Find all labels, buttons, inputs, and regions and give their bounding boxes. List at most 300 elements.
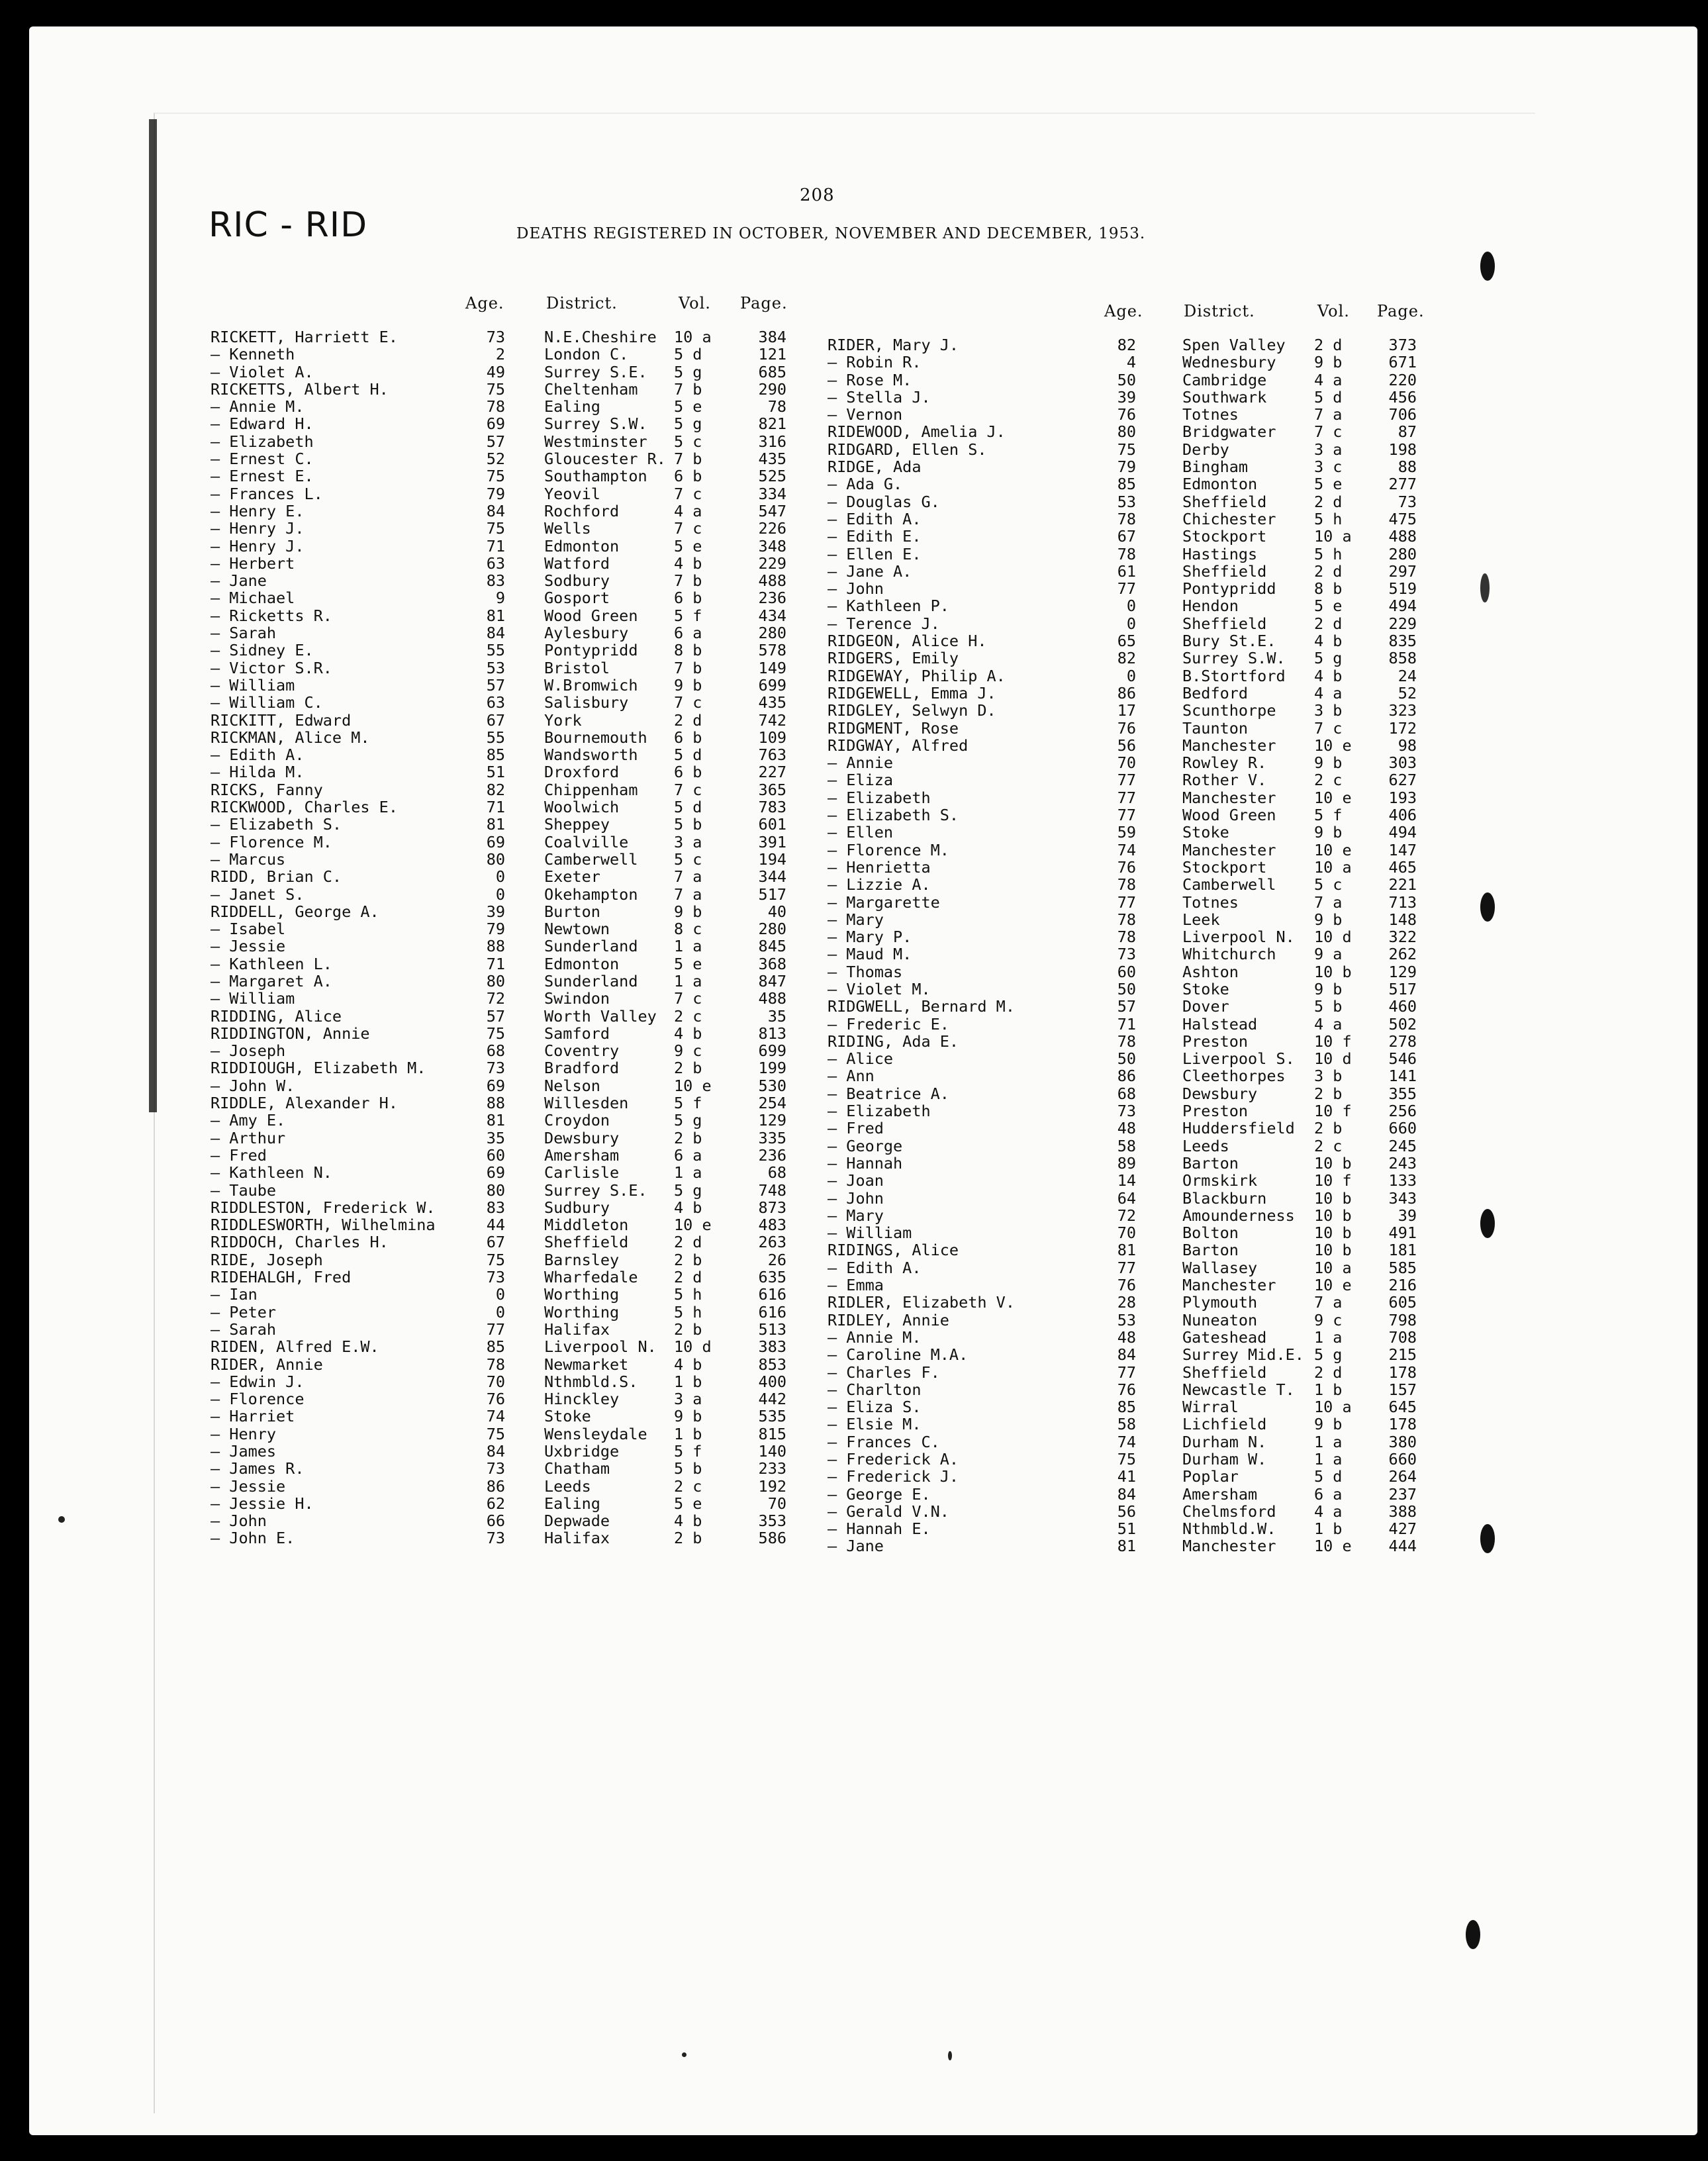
entry-volume: 2 b bbox=[674, 1059, 702, 1078]
register-entry bbox=[828, 771, 1437, 789]
entry-district: Preston bbox=[1182, 1102, 1249, 1121]
entry-district: Depwade bbox=[544, 1512, 610, 1531]
entry-page: 660 bbox=[1388, 1119, 1417, 1138]
entry-name: — Kathleen N. bbox=[211, 1163, 332, 1182]
entry-age: 61 bbox=[1117, 561, 1136, 581]
entry-age: 76 bbox=[486, 1390, 505, 1409]
entry-page: 35 bbox=[767, 1006, 786, 1026]
entry-volume: 7 a bbox=[674, 885, 702, 904]
entry-age: 75 bbox=[486, 1250, 505, 1269]
entry-age: 72 bbox=[486, 989, 505, 1008]
register-entry bbox=[828, 1346, 1437, 1363]
entry-page: 365 bbox=[758, 780, 786, 799]
entry-page: 491 bbox=[1388, 1224, 1417, 1243]
entry-name: — Rose M. bbox=[828, 370, 912, 389]
entry-page: 264 bbox=[1388, 1467, 1417, 1486]
entry-page: 435 bbox=[758, 693, 786, 712]
entry-name: RIDGEWAY, Philip A. bbox=[828, 666, 1006, 685]
entry-page: 236 bbox=[758, 589, 786, 608]
entry-volume: 5 d bbox=[674, 798, 702, 817]
entry-name: — Elsie M. bbox=[828, 1415, 922, 1434]
entry-age: 78 bbox=[1117, 928, 1136, 947]
entry-volume: 6 b bbox=[674, 763, 702, 782]
entry-page: 147 bbox=[1388, 840, 1417, 859]
entry-name: RIDGWAY, Alfred bbox=[828, 736, 969, 755]
register-entry bbox=[211, 485, 800, 503]
entry-page: 519 bbox=[1388, 579, 1417, 599]
entry-page: 343 bbox=[1388, 1188, 1417, 1208]
entry-district: Durham N. bbox=[1182, 1432, 1267, 1451]
entry-page: 488 bbox=[1388, 527, 1417, 546]
entry-page: 172 bbox=[1388, 718, 1417, 738]
entry-volume: 7 b bbox=[674, 658, 702, 677]
register-entry bbox=[828, 597, 1437, 614]
entry-district: Dover bbox=[1182, 997, 1229, 1016]
entry-volume: 5 c bbox=[1314, 875, 1343, 894]
entry-page: 685 bbox=[758, 362, 786, 381]
register-entry bbox=[211, 1408, 800, 1425]
entry-volume: 10 d bbox=[674, 1337, 712, 1357]
entry-volume: 4 b bbox=[1314, 666, 1343, 685]
entry-volume: 10 d bbox=[1314, 1049, 1352, 1069]
entry-district: Uxbridge bbox=[544, 1442, 620, 1461]
entry-name: — William bbox=[828, 1224, 912, 1243]
entry-volume: 2 b bbox=[674, 1320, 702, 1339]
left-page-header: Page. bbox=[740, 294, 788, 312]
entry-volume: 1 a bbox=[1314, 1327, 1343, 1347]
entry-page: 535 bbox=[758, 1407, 786, 1426]
entry-age: 50 bbox=[1117, 1049, 1136, 1069]
entry-page: 233 bbox=[758, 1459, 786, 1478]
entry-district: Plymouth bbox=[1182, 1293, 1258, 1312]
entry-name: RIDER, Mary J. bbox=[828, 336, 959, 354]
entry-page: 494 bbox=[1388, 823, 1417, 842]
register-entry bbox=[211, 398, 800, 415]
entry-volume: 10 e bbox=[1314, 1276, 1352, 1295]
entry-volume: 10 a bbox=[1314, 1398, 1352, 1417]
entry-page: 237 bbox=[1388, 1484, 1417, 1504]
entry-age: 14 bbox=[1117, 1171, 1136, 1190]
entry-district: Halifax bbox=[544, 1320, 610, 1339]
entry-name: — Ian bbox=[211, 1285, 258, 1304]
entry-age: 76 bbox=[1117, 1380, 1136, 1399]
register-entry bbox=[828, 1207, 1437, 1224]
entry-name: RIDEN, Alfred E.W. bbox=[211, 1337, 379, 1357]
entry-district: Preston bbox=[1182, 1032, 1249, 1051]
entry-page: 263 bbox=[758, 1233, 786, 1252]
entry-name: — Vernon bbox=[828, 405, 903, 424]
entry-page: 109 bbox=[758, 728, 786, 747]
register-entry bbox=[828, 806, 1437, 824]
register-entry bbox=[828, 458, 1437, 475]
entry-volume: 5 f bbox=[1314, 806, 1343, 825]
entry-age: 66 bbox=[486, 1512, 505, 1531]
entry-page: 434 bbox=[758, 606, 786, 625]
entry-age: 39 bbox=[486, 902, 505, 921]
entry-district: Sheffield bbox=[1182, 561, 1267, 581]
entry-age: 77 bbox=[486, 1320, 505, 1339]
entry-page: 406 bbox=[1388, 806, 1417, 825]
entry-name: — Maud M. bbox=[828, 945, 912, 964]
entry-volume: 9 b bbox=[1314, 753, 1343, 773]
entry-name: — James bbox=[211, 1442, 277, 1461]
entry-page: 835 bbox=[1388, 632, 1417, 651]
register-entry bbox=[211, 1199, 800, 1216]
register-entry bbox=[828, 493, 1437, 510]
register-entry bbox=[828, 563, 1437, 580]
entry-age: 80 bbox=[486, 849, 505, 869]
entry-age: 78 bbox=[486, 1355, 505, 1374]
entry-name: RIDINGS, Alice bbox=[828, 1241, 959, 1260]
entry-page: 475 bbox=[1388, 509, 1417, 528]
entry-name: — Thomas bbox=[828, 962, 903, 981]
entry-district: Nelson bbox=[544, 1076, 600, 1095]
entry-district: Yeovil bbox=[544, 484, 600, 503]
entry-name: — Arthur bbox=[211, 1128, 286, 1147]
entry-page: 546 bbox=[1388, 1049, 1417, 1069]
entry-name: — Mary P. bbox=[828, 928, 912, 947]
entry-name: — Frederick A. bbox=[828, 1450, 959, 1468]
entry-name: — Mary bbox=[828, 910, 884, 929]
page-number: 208 bbox=[800, 185, 835, 205]
entry-district: Nuneaton bbox=[1182, 1310, 1258, 1329]
entry-name: RIDDINGTON, Annie bbox=[211, 1024, 370, 1043]
entry-name: — Ann bbox=[828, 1067, 875, 1086]
entry-page: 713 bbox=[1388, 892, 1417, 912]
entry-page: 335 bbox=[758, 1128, 786, 1147]
entry-age: 53 bbox=[1117, 492, 1136, 511]
register-entry bbox=[211, 624, 800, 642]
entry-age: 51 bbox=[486, 763, 505, 782]
entry-age: 65 bbox=[1117, 632, 1136, 651]
entry-volume: 7 c bbox=[674, 484, 702, 503]
register-entry bbox=[828, 1364, 1437, 1381]
entry-district: Southampton bbox=[544, 467, 647, 486]
entry-volume: 10 a bbox=[1314, 857, 1352, 877]
entry-volume: 2 b bbox=[674, 1128, 702, 1147]
register-entry bbox=[828, 702, 1437, 719]
entry-page: 483 bbox=[758, 1216, 786, 1235]
entry-district: Wensleydale bbox=[544, 1424, 647, 1443]
entry-age: 68 bbox=[486, 1041, 505, 1061]
entry-page: 847 bbox=[758, 971, 786, 990]
entry-district: Willesden bbox=[544, 1094, 629, 1113]
entry-page: 488 bbox=[758, 571, 786, 591]
entry-age: 0 bbox=[1126, 666, 1136, 685]
register-entry bbox=[211, 1286, 800, 1303]
register-entry bbox=[211, 1269, 800, 1286]
entry-volume: 5 g bbox=[674, 362, 702, 381]
entry-name: — Frederic E. bbox=[828, 1014, 949, 1033]
entry-name: — Henrietta bbox=[828, 857, 931, 877]
entry-volume: 9 b bbox=[1314, 353, 1343, 372]
entry-district: Wandsworth bbox=[544, 745, 638, 765]
entry-age: 70 bbox=[1117, 1224, 1136, 1243]
entry-district: Poplar bbox=[1182, 1467, 1239, 1486]
register-entry bbox=[828, 667, 1437, 685]
entry-name: — Charles F. bbox=[828, 1363, 940, 1382]
entry-page: 192 bbox=[758, 1476, 786, 1496]
entry-volume: 7 b bbox=[674, 571, 702, 591]
entry-district: Cheltenham bbox=[544, 379, 638, 399]
entry-age: 77 bbox=[1117, 1258, 1136, 1277]
register-entry bbox=[211, 712, 800, 729]
entry-page: 215 bbox=[1388, 1345, 1417, 1365]
entry-page: 706 bbox=[1388, 405, 1417, 424]
entry-name: RIDING, Ada E. bbox=[828, 1032, 959, 1051]
entry-name: — Jessie bbox=[211, 937, 286, 956]
entry-page: 220 bbox=[1388, 370, 1417, 389]
entry-name: — Florence M. bbox=[211, 832, 332, 851]
entry-district: Camberwell bbox=[544, 849, 638, 869]
register-entry bbox=[211, 886, 800, 903]
entry-page: 129 bbox=[758, 1111, 786, 1130]
entry-page: 297 bbox=[1388, 561, 1417, 581]
entry-volume: 3 b bbox=[1314, 1067, 1343, 1086]
entry-page: 383 bbox=[758, 1337, 786, 1357]
entry-age: 84 bbox=[486, 501, 505, 520]
entry-volume: 10 d bbox=[1314, 928, 1352, 947]
entry-volume: 10 f bbox=[1314, 1102, 1352, 1121]
register-entry bbox=[828, 1381, 1437, 1398]
entry-page: 388 bbox=[1388, 1502, 1417, 1521]
entry-name: — Jane bbox=[211, 571, 267, 591]
entry-page: 198 bbox=[1388, 440, 1417, 459]
entry-page: 380 bbox=[1388, 1432, 1417, 1451]
entry-volume: 5 c bbox=[674, 432, 702, 451]
entry-page: 517 bbox=[758, 885, 786, 904]
entry-name: — Florence bbox=[211, 1390, 305, 1409]
entry-name: — Elizabeth bbox=[211, 432, 314, 451]
register-entry bbox=[828, 1503, 1437, 1520]
entry-age: 64 bbox=[1117, 1188, 1136, 1208]
register-entry bbox=[211, 955, 800, 973]
entry-age: 82 bbox=[1117, 649, 1136, 668]
entry-volume: 7 a bbox=[1314, 892, 1343, 912]
register-entry bbox=[211, 1112, 800, 1129]
entry-age: 78 bbox=[1117, 509, 1136, 528]
binder-hole bbox=[1480, 1209, 1495, 1238]
entry-name: RIDGE, Ada bbox=[828, 457, 922, 477]
register-entry bbox=[211, 1321, 800, 1338]
entry-page: 194 bbox=[758, 849, 786, 869]
entry-volume: 2 b bbox=[674, 1250, 702, 1269]
entry-age: 62 bbox=[486, 1494, 505, 1513]
entry-name: — Hannah bbox=[828, 1153, 903, 1173]
entry-page: 216 bbox=[1388, 1276, 1417, 1295]
entry-page: 178 bbox=[1388, 1415, 1417, 1434]
entry-district: Wood Green bbox=[1182, 806, 1276, 825]
entry-volume: 1 b bbox=[1314, 1519, 1343, 1539]
entry-age: 55 bbox=[486, 641, 505, 660]
entry-volume: 10 e bbox=[1314, 1537, 1352, 1556]
entry-age: 86 bbox=[1117, 1067, 1136, 1086]
entry-volume: 4 a bbox=[1314, 683, 1343, 702]
register-entry bbox=[211, 1512, 800, 1529]
register-entry bbox=[828, 998, 1437, 1015]
register-entry bbox=[211, 1495, 800, 1512]
entry-district: Hastings bbox=[1182, 544, 1258, 563]
entry-volume: 10 b bbox=[1314, 1206, 1352, 1225]
entry-name: — Janet S. bbox=[211, 885, 305, 904]
entry-volume: 2 d bbox=[674, 1233, 702, 1252]
entry-name: — Henry bbox=[211, 1424, 277, 1443]
entry-volume: 4 a bbox=[1314, 1502, 1343, 1521]
register-entry bbox=[211, 346, 800, 363]
entry-volume: 3 c bbox=[1314, 457, 1343, 477]
entry-age: 59 bbox=[1117, 823, 1136, 842]
entry-volume: 10 f bbox=[1314, 1171, 1352, 1190]
entry-district: Stoke bbox=[1182, 823, 1229, 842]
entry-district: Hinckley bbox=[544, 1390, 620, 1409]
entry-district: Blackburn bbox=[1182, 1188, 1267, 1208]
entry-volume: 9 b bbox=[674, 902, 702, 921]
entry-volume: 1 b bbox=[674, 1372, 702, 1391]
register-entry bbox=[211, 816, 800, 833]
register-entry bbox=[828, 789, 1437, 806]
register-entry bbox=[211, 520, 800, 537]
entry-age: 2 bbox=[495, 345, 505, 364]
left-entries-column bbox=[211, 328, 800, 1547]
register-entry bbox=[211, 1233, 800, 1251]
entry-name: — William bbox=[211, 675, 295, 695]
register-entry bbox=[828, 1520, 1437, 1537]
entry-name: — Victor S.R. bbox=[211, 658, 332, 677]
entry-district: Amersham bbox=[1182, 1484, 1258, 1504]
entry-volume: 5 e bbox=[674, 536, 702, 555]
entry-page: 821 bbox=[758, 414, 786, 434]
entry-name: — Fred bbox=[211, 1145, 267, 1165]
entry-district: Sunderland bbox=[544, 971, 638, 990]
entry-age: 9 bbox=[495, 589, 505, 608]
entry-volume: 6 b bbox=[674, 467, 702, 486]
entry-district: Durham W. bbox=[1182, 1450, 1267, 1468]
entry-name: — Fred bbox=[828, 1119, 884, 1138]
entry-name: — Sarah bbox=[211, 624, 277, 643]
entry-district: Bradford bbox=[544, 1059, 620, 1078]
entry-district: Liverpool N. bbox=[544, 1337, 657, 1357]
entry-district: Manchester bbox=[1182, 1537, 1276, 1556]
entry-volume: 5 f bbox=[674, 1442, 702, 1461]
entry-district: Worthing bbox=[544, 1302, 620, 1321]
register-entry bbox=[211, 1460, 800, 1477]
entry-volume: 7 c bbox=[1314, 422, 1343, 442]
register-entry bbox=[828, 1486, 1437, 1503]
entry-volume: 5 e bbox=[1314, 475, 1343, 494]
entry-district: Bury St.E. bbox=[1182, 632, 1276, 651]
entry-district: Sheppey bbox=[544, 815, 610, 834]
entry-age: 17 bbox=[1117, 701, 1136, 720]
register-entry bbox=[211, 1182, 800, 1199]
left-age-header: Age. bbox=[465, 294, 504, 312]
entry-name: — Elizabeth bbox=[828, 788, 931, 807]
entry-age: 53 bbox=[1117, 1310, 1136, 1329]
entry-district: Coalville bbox=[544, 832, 629, 851]
entry-age: 63 bbox=[486, 693, 505, 712]
entry-name: — Eliza bbox=[828, 771, 894, 790]
register-entry bbox=[211, 1478, 800, 1495]
entry-age: 78 bbox=[1117, 875, 1136, 894]
register-entry bbox=[211, 467, 800, 485]
entry-district: Totnes bbox=[1182, 405, 1239, 424]
entry-district: Bedford bbox=[1182, 683, 1249, 702]
entry-page: 278 bbox=[1388, 1032, 1417, 1051]
entry-district: Rochford bbox=[544, 501, 620, 520]
right-entries-column bbox=[828, 336, 1437, 1555]
entry-name: — Henry J. bbox=[211, 519, 305, 538]
register-entry bbox=[828, 1312, 1437, 1329]
entry-age: 57 bbox=[1117, 997, 1136, 1016]
entry-page: 334 bbox=[758, 484, 786, 503]
entry-age: 80 bbox=[486, 971, 505, 990]
entry-volume: 9 b bbox=[1314, 1415, 1343, 1434]
entry-name: — Jessie bbox=[211, 1476, 286, 1496]
entry-age: 88 bbox=[486, 937, 505, 956]
scan-speck bbox=[682, 2052, 687, 2057]
entry-age: 82 bbox=[486, 780, 505, 799]
entry-name: RICKETT, Harriett E. bbox=[211, 328, 398, 346]
entry-volume: 5 g bbox=[1314, 1345, 1343, 1365]
entry-district: Gloucester R. bbox=[544, 450, 666, 469]
entry-district: Worth Valley bbox=[544, 1006, 657, 1026]
entry-volume: 7 c bbox=[1314, 718, 1343, 738]
entry-age: 81 bbox=[1117, 1241, 1136, 1260]
entry-volume: 4 a bbox=[1314, 370, 1343, 389]
entry-age: 84 bbox=[486, 624, 505, 643]
entry-district: Ashton bbox=[1182, 962, 1239, 981]
entry-page: 157 bbox=[1388, 1380, 1417, 1399]
left-district-header: District. bbox=[546, 294, 618, 312]
entry-volume: 4 b bbox=[1314, 632, 1343, 651]
entry-volume: 5 g bbox=[674, 1180, 702, 1200]
register-entry bbox=[211, 973, 800, 990]
binder-hole bbox=[1480, 573, 1490, 602]
entry-name: — Hannah E. bbox=[828, 1519, 931, 1539]
register-entry bbox=[828, 1259, 1437, 1276]
entry-name: RIDE, Joseph bbox=[211, 1250, 323, 1269]
entry-name: — Edith A. bbox=[828, 1258, 922, 1277]
entry-page: 616 bbox=[758, 1285, 786, 1304]
entry-age: 71 bbox=[486, 798, 505, 817]
entry-district: Ealing bbox=[544, 397, 600, 416]
entry-page: 742 bbox=[758, 710, 786, 730]
entry-page: 229 bbox=[758, 553, 786, 573]
entry-age: 73 bbox=[486, 1268, 505, 1287]
entry-volume: 10 f bbox=[1314, 1032, 1352, 1051]
entry-volume: 8 b bbox=[674, 641, 702, 660]
register-entry bbox=[828, 389, 1437, 406]
entry-name: — Joseph bbox=[211, 1041, 286, 1061]
entry-district: Swindon bbox=[544, 989, 610, 1008]
entry-name: — Alice bbox=[828, 1049, 894, 1069]
entry-page: 400 bbox=[758, 1372, 786, 1391]
entry-age: 79 bbox=[486, 484, 505, 503]
entry-age: 86 bbox=[1117, 683, 1136, 702]
entry-age: 85 bbox=[1117, 475, 1136, 494]
entry-volume: 10 e bbox=[1314, 736, 1352, 755]
entry-district: Sunderland bbox=[544, 937, 638, 956]
entry-page: 427 bbox=[1388, 1519, 1417, 1539]
entry-volume: 2 b bbox=[674, 1529, 702, 1548]
register-entry bbox=[211, 363, 800, 381]
entry-district: Ealing bbox=[544, 1494, 600, 1513]
entry-name: RIDGEWELL, Emma J. bbox=[828, 683, 996, 702]
entry-district: Barton bbox=[1182, 1153, 1239, 1173]
entry-page: 87 bbox=[1398, 422, 1417, 442]
entry-district: Dewsbury bbox=[544, 1128, 620, 1147]
entry-age: 0 bbox=[495, 1302, 505, 1321]
entry-page: 708 bbox=[1388, 1327, 1417, 1347]
